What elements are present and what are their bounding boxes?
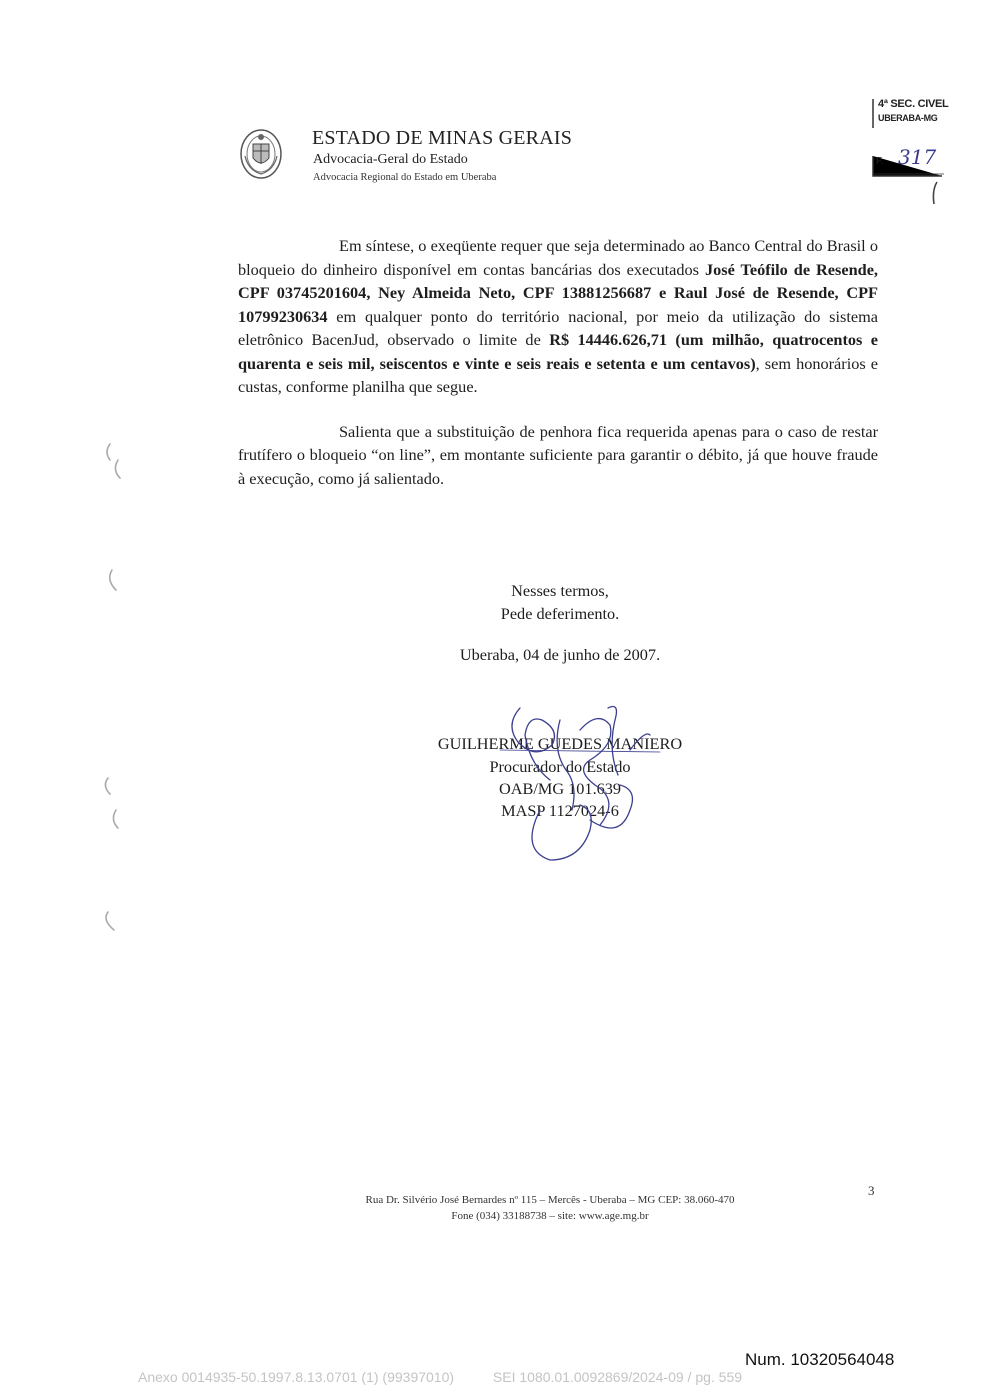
stamp-section: 4ª SEC. CIVEL [878, 98, 949, 110]
closing-line-2: Pede deferimento. [500, 604, 620, 623]
paragraph-request-text-2: em qualquer ponto do território nacional, por meio da utilização do sistema eletrônico BacenJud, observado o limite de [238, 306, 878, 349]
footer-address: Rua Dr. Silvério José Bernardes nº 115 – Mercês - Uberaba – MG CEP: 38.060-470 [365, 1194, 735, 1206]
page-number: 3 [868, 1183, 875, 1198]
paragraph-substitution: Salienta que a substituição de penhora fica requerida apenas para o caso de restar frutífero o bloqueio “on line”, em montante suficiente para garantir o débito, já que houve fraude à execução, como já salientado. [238, 421, 878, 488]
regional-office: Advocacia Regional do Estado em Uberaba [313, 172, 497, 183]
signatory-role: Procurador do Estado [489, 757, 631, 776]
annex-reference: Anexo 0014935-50.1997.8.13.0701 (1) (99397010) SEI 1080.01.0092869/2024-09 / pg. 559 [138, 1369, 743, 1385]
state-title: ESTADO DE MINAS GERAIS [312, 127, 573, 149]
agency-subtitle: Advocacia-Geral do Estado [313, 152, 468, 167]
paragraph-request-text: Em síntese, o exeqüente requer que seja determinado ao Banco Central do Brasil o bloqueio do dinheiro disponível em contas bancárias dos executados [238, 236, 878, 279]
closing-line-1: Nesses termos, [511, 581, 609, 600]
footer-address-block [300, 1192, 800, 1224]
binding-hole-marks [96, 430, 146, 950]
signatory-masp: MASP 1127024-6 [501, 801, 619, 820]
handwritten-mark-icon [928, 180, 942, 206]
place-date: Uberaba, 04 de junho de 2007. [459, 645, 661, 664]
signatory-name: GUILHERME GUEDES MANIERO [437, 734, 683, 753]
paragraph-request [238, 234, 878, 399]
paragraph-request-text-3: , sem honorários e custas, conforme planilha que segue. [238, 353, 879, 396]
document-body [238, 234, 878, 490]
coat-of-arms-seal-icon [236, 126, 286, 182]
handwritten-signature [480, 690, 680, 870]
stamp-city: UBERABA-MG [878, 113, 938, 123]
document-id: Num. 10320564048 [745, 1350, 895, 1369]
footer-contact: Fone (034) 33188738 – site: www.age.mg.br [451, 1210, 649, 1222]
signatory-oab: OAB/MG 101.639 [498, 779, 622, 798]
debtors-names: José Teófilo de Resende, CPF 03745201604, Ney Almeida Neto, CPF 13881256687 e Raul José de Resende, CPF 10799230634 [238, 259, 878, 326]
stamp-folio-number: 317 [898, 145, 937, 169]
closing-block [390, 579, 730, 625]
stamp-folio-label: F. [876, 156, 884, 167]
amount-limit: R$ 14446.626,71 (um milhão, quatrocentos e quarenta e seis mil, seiscentos e vinte e seis reais e setenta e um centavos) [238, 330, 878, 373]
